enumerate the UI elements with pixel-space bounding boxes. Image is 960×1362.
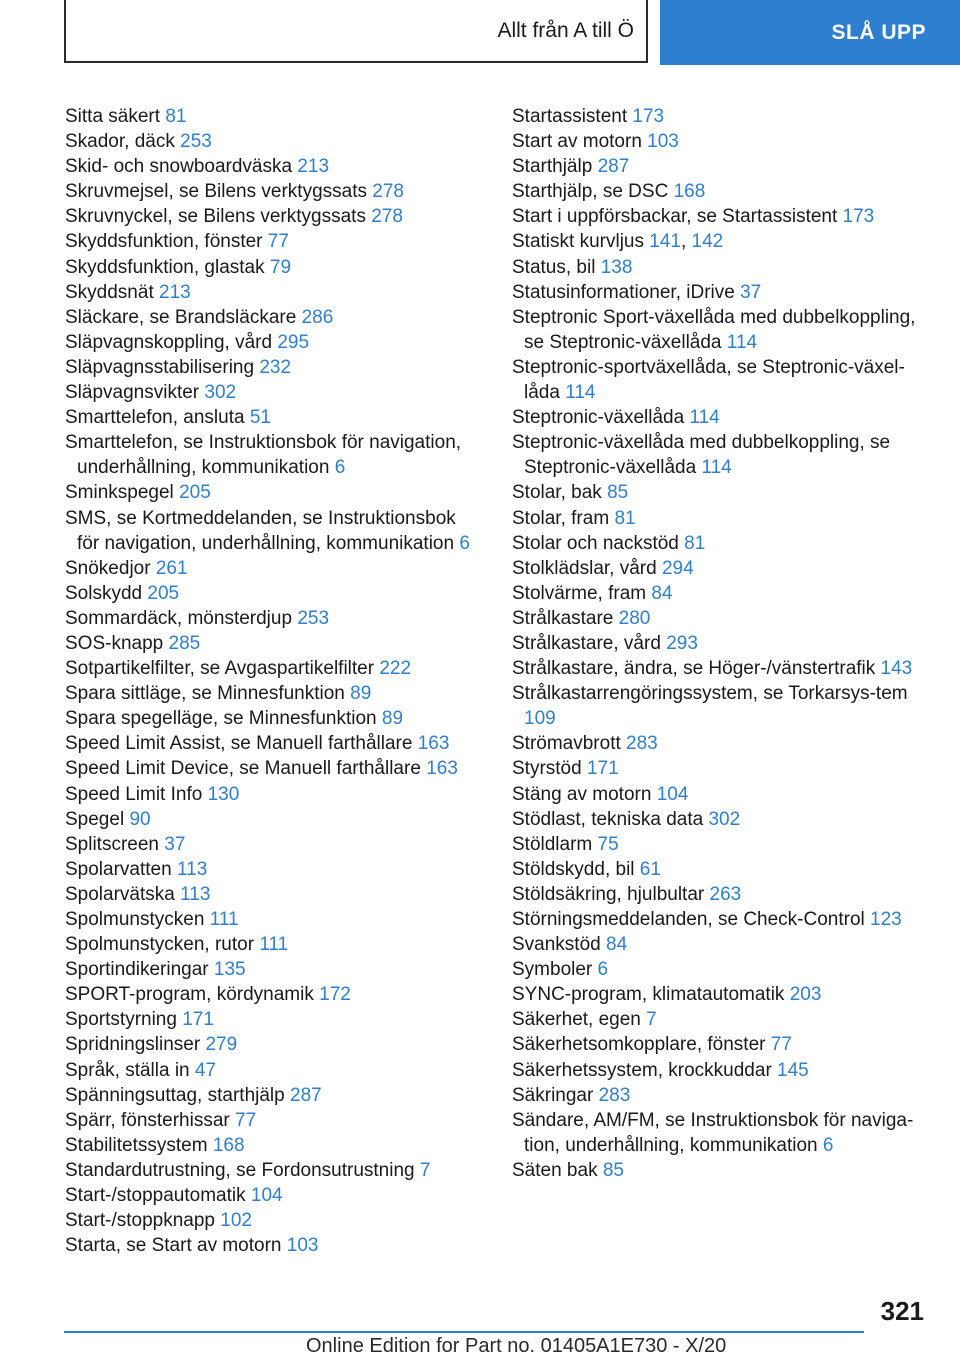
index-entry-term: Spridningslinser — [65, 1034, 201, 1056]
index-entry — [65, 882, 480, 907]
index-entry — [512, 255, 924, 280]
page-reference-link[interactable]: 114 — [689, 407, 720, 429]
index-entry-term: Statiskt kurvljus — [512, 231, 644, 253]
index-entry-term: Sportindikeringar — [65, 959, 209, 981]
index-entry — [65, 656, 480, 681]
index-entry — [512, 756, 924, 781]
page-reference-link[interactable]: 123 — [870, 909, 902, 930]
index-entry-term: Standardutrustning, se Fordonsutrustning — [65, 1159, 415, 1181]
index-entry — [65, 1007, 480, 1032]
page-reference-link[interactable]: 302 — [204, 382, 237, 404]
index-entry-term: Snökedjor — [65, 557, 151, 579]
index-entry-term: SOS-knapp — [65, 632, 164, 654]
index-entry-term: Sändare, AM/FM, se Instruktionsbok för naviga-tion, underhållning, kommunikation — [512, 1109, 914, 1156]
lookup-tab-label: SLÅ UPP — [831, 20, 926, 44]
page-reference-link[interactable]: 104 — [250, 1185, 283, 1207]
index-entry-term: Spänningsuttag, starthjälp — [65, 1084, 285, 1106]
page-reference-link[interactable]: 37 — [740, 281, 762, 303]
page-reference-link[interactable]: 294 — [661, 557, 694, 579]
index-entry-term: Start-/stoppknapp — [65, 1210, 215, 1232]
index-entry-term: Stolar, bak — [512, 482, 602, 504]
index-entry — [512, 129, 924, 154]
index-entry — [65, 255, 480, 280]
index-entry — [65, 330, 480, 355]
page-reference-link[interactable]: 6 — [334, 457, 346, 479]
index-entry-term: Status, bil — [512, 256, 596, 278]
index-entry — [65, 430, 480, 480]
index-entry-term: Släpvagnsstabilisering — [65, 356, 255, 378]
index-entry-term: Störningsmeddelanden, se Check-Control — [512, 909, 865, 930]
index-entry-term: Sportstyrning — [65, 1009, 177, 1031]
index-entry — [65, 706, 480, 731]
index-column-left — [65, 104, 480, 1258]
index-entry — [65, 932, 480, 957]
index-entry — [512, 104, 924, 129]
index-entry — [512, 957, 924, 982]
index-entry — [512, 782, 924, 807]
index-entry — [512, 280, 924, 305]
page-reference-link[interactable]: 77 — [770, 1034, 792, 1056]
index-entry — [512, 882, 924, 907]
index-entry — [512, 204, 924, 229]
index-entry-term: Startassistent — [512, 106, 628, 127]
page-reference-link[interactable]: 111 — [209, 909, 239, 930]
index-entry — [512, 631, 924, 656]
index-entry — [512, 932, 924, 957]
index-entry-term: Säten bak — [512, 1159, 598, 1181]
index-entry-term: Symboler — [512, 959, 593, 981]
index-entry-term: Start av motorn — [512, 131, 642, 153]
index-entry — [65, 355, 480, 380]
index-entry — [65, 581, 480, 606]
page-reference-link[interactable]: 81 — [614, 507, 636, 529]
page-reference-link[interactable]: 283 — [626, 733, 658, 755]
page-reference-link[interactable]: 232 — [259, 356, 292, 378]
page-reference-link[interactable]: 173 — [632, 106, 665, 127]
page-reference-link[interactable]: 103 — [286, 1235, 319, 1257]
index-entry-term: Starthjälp, se DSC — [512, 181, 669, 203]
index-entry — [65, 631, 480, 656]
index-entry — [512, 656, 924, 681]
index-entry-term: Stödlast, tekniska data — [512, 808, 704, 830]
index-entry: Statiskt kurvljus 141, 142 — [512, 231, 724, 253]
index-entry-term: Säkerhetsomkopplare, fönster — [512, 1034, 766, 1056]
index-entry-term: Steptronic-växellåda — [512, 407, 685, 429]
index-entry-term: Spolarvätska — [65, 883, 175, 905]
edition-text: Online Edition for Part no. 01405A1E730 - X/20 — [306, 1335, 727, 1357]
index-entry-term: Säkringar — [512, 1084, 594, 1106]
index-entry-term: Steptronic Sport-växellåda med dubbelkoppling, se Steptronic-växellåda — [512, 306, 916, 353]
page-reference-link[interactable]: 77 — [267, 231, 289, 253]
index-entry — [65, 204, 480, 229]
index-entry-term: Strålkastare, ändra, se Höger-/vänstertrafik — [512, 658, 876, 680]
index-entry-term: Säkerhet, egen — [512, 1009, 641, 1031]
index-entry — [65, 756, 480, 781]
index-entry-term: Stäng av motorn — [512, 783, 652, 805]
index-entry — [65, 1032, 480, 1057]
index-entry-term: Stolar, fram — [512, 507, 610, 529]
index-entry-term: Spara spegelläge, se Minnesfunktion — [65, 708, 377, 730]
index-entry-term: Skruvmejsel, se Bilens verktygssats — [65, 181, 367, 203]
index-entry — [512, 1032, 924, 1057]
index-entry-term: Speed Limit Assist, se Manuell farthållare — [65, 733, 413, 755]
index-entry — [65, 129, 480, 154]
index-entry-term: Stöldlarm — [512, 833, 593, 855]
page-reference-link[interactable]: 295 — [277, 331, 310, 353]
index-entry — [65, 1208, 480, 1233]
index-entry — [512, 154, 924, 179]
page-reference-link[interactable]: 205 — [179, 482, 211, 504]
page-reference-link[interactable]: 285 — [168, 632, 201, 654]
index-entry — [65, 731, 480, 756]
index-entry-term: Säkerhetssystem, krockkuddar — [512, 1059, 772, 1081]
index-entry — [65, 229, 480, 254]
index-entry-term: Språk, ställa in — [65, 1059, 190, 1081]
index-entry-term: Strålkastarrengöringssystem, se Torkarsys-tem — [512, 683, 908, 705]
index-entry-term: Styrstöd — [512, 758, 582, 780]
page-reference-link[interactable]: 205 — [147, 582, 180, 604]
page-reference-link[interactable]: 85 — [607, 482, 629, 504]
index-entry — [512, 480, 924, 505]
page-reference-link[interactable]: 163 — [417, 733, 450, 755]
page-reference-link[interactable]: 135 — [213, 959, 246, 981]
page-reference-link[interactable]: 77 — [235, 1109, 257, 1131]
page-reference-link[interactable]: 85 — [602, 1159, 624, 1181]
page-reference-link[interactable]: 114 — [726, 331, 758, 353]
page-reference-link[interactable]: 213 — [297, 156, 330, 178]
section-tab[interactable] — [64, 0, 648, 63]
index-entry-term: Statusinformationer, iDrive — [512, 281, 735, 303]
index-entry — [65, 405, 480, 430]
index-entry-term: Spara sittläge, se Minnesfunktion — [65, 683, 345, 705]
page-reference-link[interactable]: 168 — [212, 1134, 245, 1156]
page-reference-link[interactable]: 7 — [646, 1009, 657, 1031]
footer-divider — [64, 1331, 864, 1333]
index-entry-term: Skid- och snowboardväska — [65, 156, 293, 178]
index-entry — [512, 430, 924, 480]
page-reference-link[interactable]: 222 — [379, 658, 412, 680]
index-entry-term: Solskydd — [65, 582, 143, 604]
index-entry — [512, 1108, 924, 1158]
index-entry — [65, 1083, 480, 1108]
page-reference-link[interactable]: 143 — [880, 658, 913, 680]
index-entry-term: Start i uppförsbackar, se Startassistent — [512, 206, 838, 228]
index-entry-term: Starta, se Start av motorn — [65, 1235, 282, 1257]
index-entry — [65, 179, 480, 204]
page-reference-link[interactable]: 280 — [618, 607, 651, 629]
page-reference-link[interactable]: 283 — [598, 1084, 631, 1106]
page-reference-link[interactable]: 287 — [597, 156, 630, 178]
index-entry-term: Steptronic-sportväxellåda, se Steptronic-växel-låda — [512, 356, 905, 404]
page-reference-link[interactable]: 7 — [419, 1159, 431, 1181]
index-entry — [512, 1007, 924, 1032]
page-reference-link[interactable]: 130 — [207, 783, 240, 805]
index-entry — [65, 380, 480, 405]
page-reference-link[interactable]: 113 — [176, 858, 208, 880]
page-reference-link[interactable]: 286 — [301, 306, 334, 328]
index-entry — [65, 982, 480, 1007]
index-entry — [65, 480, 480, 505]
index-entry-term: Släckare, se Brandsläckare — [65, 306, 297, 328]
section-tab-label: Allt från A till Ö — [497, 18, 634, 42]
index-entry — [65, 1233, 480, 1258]
index-entry-term: SPORT-program, kördynamik — [65, 984, 314, 1006]
index-entry — [512, 832, 924, 857]
index-entry — [512, 1058, 924, 1083]
index-entry-term: Släpvagnsvikter — [65, 382, 200, 404]
index-entry — [65, 606, 480, 631]
index-entry — [512, 1083, 924, 1108]
page-reference-link[interactable]: 90 — [129, 808, 151, 830]
index-entry-term: Stolvärme, fram — [512, 582, 647, 604]
index-entry — [65, 957, 480, 982]
page-reference-link[interactable]: 109 — [524, 708, 556, 730]
index-entry — [512, 1158, 924, 1183]
page-reference-link[interactable]: 261 — [155, 557, 188, 579]
page-reference-link[interactable]: 168 — [673, 181, 706, 203]
index-entry — [512, 857, 924, 882]
index-entry — [512, 305, 924, 355]
index-entry-term: Skyddsnät — [65, 281, 154, 303]
page-reference-link[interactable]: 171 — [182, 1009, 214, 1031]
index-entry-term: Stolar och nackstöd — [512, 532, 679, 554]
index-entry-term: Svankstöd — [512, 934, 601, 956]
index-entry — [512, 355, 924, 405]
index-entry — [65, 1058, 480, 1083]
index-entry — [512, 807, 924, 832]
index-entry — [512, 731, 924, 756]
index-entry — [512, 681, 924, 731]
index-entry — [65, 1158, 480, 1183]
page-reference-link[interactable]: 253 — [297, 607, 330, 629]
index-entry-term: Spärr, fönsterhissar — [65, 1109, 230, 1131]
index-entry-term: Smarttelefon, se Instruktionsbok för navigation, underhållning, kommunikation — [65, 432, 462, 479]
index-entry — [65, 782, 480, 807]
index-entry — [65, 280, 480, 305]
index-entry-term: Smarttelefon, ansluta — [65, 407, 245, 429]
page-reference-link[interactable]: 81 — [684, 532, 706, 554]
page-reference-link[interactable]: 37 — [164, 833, 186, 855]
index-entry — [512, 405, 924, 430]
page-reference-link[interactable]: 102 — [220, 1210, 252, 1232]
page-reference-link[interactable]: 203 — [789, 984, 822, 1006]
index-entry-term: Skruvnyckel, se Bilens verktygssats — [65, 206, 366, 228]
index-entry-term: Splitscreen — [65, 833, 159, 855]
page-reference-link[interactable]: 173 — [842, 206, 875, 228]
page-reference-link[interactable]: 141 — [649, 231, 681, 253]
page-reference-link[interactable]: 79 — [269, 256, 292, 278]
index-entry — [512, 982, 924, 1007]
page-reference-link[interactable]: 172 — [319, 984, 351, 1006]
index-entry-term: Spegel — [65, 808, 125, 830]
index-entry — [65, 556, 480, 581]
page-reference-link[interactable]: 287 — [290, 1084, 322, 1106]
index-entry — [65, 807, 480, 832]
index-entry — [512, 556, 924, 581]
index-entry-term: Stolklädslar, vård — [512, 557, 657, 579]
index-entry-term: Speed Limit Device, se Manuell farthållare — [65, 758, 421, 780]
index-entry-term: SMS, se Kortmeddelanden, se Instruktionsbok för navigation, underhållning, kommunikation — [65, 507, 456, 554]
index-entry-term: SYNC-program, klimatautomatik — [512, 984, 785, 1006]
index-entry — [65, 832, 480, 857]
page-reference-link[interactable]: 6 — [822, 1134, 834, 1156]
page-reference-link[interactable]: 142 — [691, 231, 724, 253]
page-reference-link[interactable]: 253 — [180, 131, 212, 153]
page-number: 321 — [880, 1296, 924, 1326]
index-entry-term: Stöldsäkring, hjulbultar — [512, 883, 705, 905]
index-entry — [512, 179, 924, 204]
index-entry — [512, 506, 924, 531]
index-entry-term: Strålkastare — [512, 607, 614, 629]
page-reference-link[interactable]: 293 — [666, 632, 698, 654]
index-entry — [65, 104, 480, 129]
page-reference-link[interactable]: 111 — [259, 934, 289, 956]
page-reference-link[interactable]: 279 — [205, 1034, 238, 1056]
page-reference-link[interactable]: 171 — [586, 758, 619, 780]
index-entry-term: Stabilitetssystem — [65, 1134, 208, 1156]
index-entry — [512, 581, 924, 606]
index-entry — [65, 907, 480, 932]
lookup-tab[interactable] — [660, 0, 960, 65]
index-entry — [512, 907, 924, 932]
index-column-right — [512, 104, 924, 1183]
page-reference-link[interactable]: 138 — [600, 256, 633, 278]
index-entry-term: Sommardäck, mönsterdjup — [65, 607, 293, 629]
page-reference-link[interactable]: 47 — [194, 1059, 217, 1081]
page-reference-link[interactable]: 51 — [249, 407, 271, 429]
page-reference-link[interactable]: 145 — [777, 1059, 809, 1081]
index-entry-term: Skyddsfunktion, fönster — [65, 231, 263, 253]
index-entry — [65, 857, 480, 882]
index-entry-term: Steptronic-växellåda med dubbelkoppling, se Steptronic-växellåda — [512, 432, 891, 479]
page-reference-link[interactable]: 84 — [606, 934, 628, 956]
page-reference-link[interactable]: 89 — [381, 708, 404, 730]
index-entry — [65, 154, 480, 179]
page-reference-link[interactable]: 278 — [371, 206, 403, 228]
index-entry-term: Sotpartikelfilter, se Avgaspartikelfilter — [65, 658, 375, 680]
index-entry-term: Spolarvatten — [65, 858, 172, 880]
index-entry — [65, 681, 480, 706]
page-reference-link[interactable]: 114 — [701, 457, 732, 479]
page-reference-link[interactable]: 81 — [165, 106, 187, 127]
index-entry — [65, 1108, 480, 1133]
index-entry-term: Start-/stoppautomatik — [65, 1185, 246, 1207]
index-entry — [65, 305, 480, 330]
page-reference-link[interactable]: 163 — [426, 758, 458, 780]
index-entry-term: Strömavbrott — [512, 733, 621, 755]
index-entry-term: Släpvagnskoppling, vård — [65, 331, 273, 353]
index-entry — [65, 1183, 480, 1208]
index-entry-term: Starthjälp — [512, 156, 593, 178]
page-reference-link[interactable]: 113 — [180, 883, 211, 905]
index-entry-term: Stöldskydd, bil — [512, 858, 635, 880]
page-reference-link[interactable]: 103 — [647, 131, 679, 153]
index-entry-term: Sitta säkert — [65, 106, 161, 127]
index-entry-term: Skyddsfunktion, glastak — [65, 256, 265, 278]
page-reference-link[interactable]: 75 — [597, 833, 619, 855]
page-reference-link[interactable]: 278 — [372, 181, 404, 203]
index-entry-term: Strålkastare, vård — [512, 632, 661, 654]
page-reference-link[interactable]: 6 — [459, 532, 470, 554]
index-entry-term: Sminkspegel — [65, 482, 174, 504]
index-entry — [512, 606, 924, 631]
page-reference-link[interactable]: 6 — [597, 959, 609, 981]
page-reference-link[interactable]: 213 — [159, 281, 191, 303]
page-reference-link[interactable]: 114 — [565, 382, 596, 404]
page-reference-link[interactable]: 89 — [350, 683, 372, 705]
index-entry-term: Spolmunstycken, rutor — [65, 934, 255, 956]
page-reference-link[interactable]: 61 — [639, 858, 661, 880]
index-entry-term: Skador, däck — [65, 131, 175, 153]
index-entry-term: Spolmunstycken — [65, 909, 205, 930]
index-entry-term: Speed Limit Info — [65, 783, 203, 805]
page-reference-link[interactable]: 104 — [656, 783, 689, 805]
index-entry — [512, 531, 924, 556]
page-reference-link[interactable]: 263 — [709, 883, 742, 905]
page-reference-link[interactable]: 302 — [708, 808, 741, 830]
index-entry — [65, 1133, 480, 1158]
index-entry — [65, 506, 480, 556]
page-reference-link[interactable]: 84 — [651, 582, 673, 604]
